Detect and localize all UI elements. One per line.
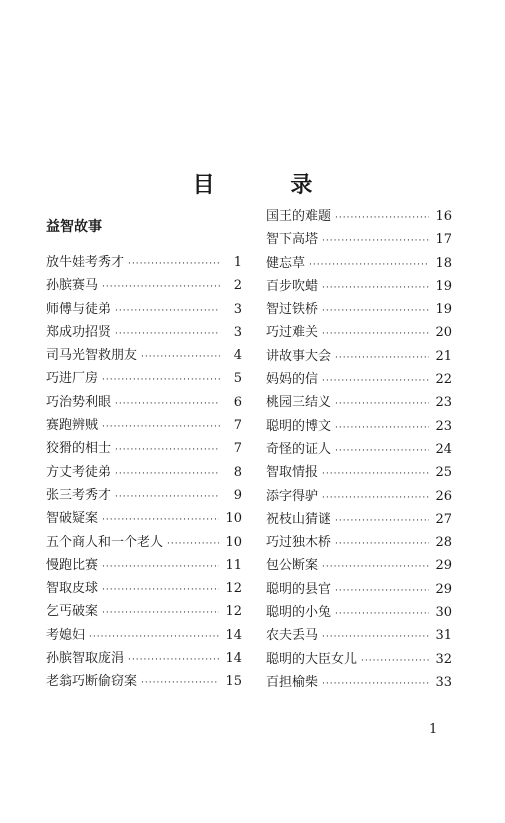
toc-entry-title: 智下高塔 — [266, 232, 319, 248]
toc-entry-page: 14 — [225, 651, 242, 667]
toc-entry-title: 祝枝山猜谜 — [266, 511, 332, 527]
dot-leader — [322, 300, 429, 323]
dot-leader — [322, 230, 429, 253]
toc-entry-page: 29 — [435, 558, 452, 574]
toc-entry-page: 25 — [435, 465, 452, 481]
dot-leader — [335, 533, 429, 556]
toc-entry-title: 讲故事大会 — [266, 348, 332, 364]
toc-entry-page: 32 — [435, 651, 452, 667]
toc-entry-page: 7 — [233, 418, 242, 434]
toc-entry-page: 33 — [435, 674, 452, 690]
toc-entry-page: 3 — [233, 324, 242, 340]
toc-entry-page: 27 — [435, 511, 452, 527]
toc-entry-title: 包公断案 — [266, 558, 319, 574]
toc-entry-title: 放牛娃考秀才 — [46, 255, 125, 270]
toc-entry[interactable] — [266, 205, 452, 228]
dot-leader — [115, 393, 220, 416]
dot-leader — [335, 347, 429, 370]
dot-leader — [102, 602, 219, 625]
toc-entry-page: 10 — [225, 511, 242, 527]
toc-entry-title: 聪明的博文 — [266, 418, 332, 434]
toc-entry[interactable] — [46, 298, 242, 321]
toc-entry-title: 司马光智救朋友 — [46, 348, 138, 364]
dot-leader — [102, 509, 219, 532]
toc-entry-page: 17 — [435, 232, 452, 248]
toc-entry-page: 7 — [233, 441, 242, 457]
dot-leader — [115, 439, 220, 462]
toc-entry[interactable] — [266, 275, 452, 298]
dot-leader — [115, 463, 220, 486]
toc-entry-page: 5 — [233, 371, 242, 387]
toc-entry[interactable] — [266, 601, 452, 624]
toc-entry[interactable] — [266, 624, 452, 647]
toc-entry[interactable] — [46, 344, 242, 367]
dot-leader — [335, 207, 429, 230]
dot-leader — [102, 556, 219, 579]
toc-entry[interactable] — [46, 274, 242, 297]
toc-entry-title: 狡猾的相士 — [46, 441, 112, 457]
toc-entry-title: 农夫丢马 — [266, 628, 319, 644]
toc-entry-page: 14 — [225, 627, 242, 643]
toc-entry[interactable] — [46, 624, 242, 647]
toc-entry-title: 师傅与徒弟 — [46, 301, 112, 317]
toc-entry-title: 五个商人和一个老人 — [46, 534, 164, 550]
toc-entry-title: 赛跑辨贼 — [46, 418, 99, 434]
toc-entry-title: 聪明的县官 — [266, 581, 332, 597]
toc-entry-page: 2 — [233, 278, 242, 294]
page-title: 目 录 — [192, 173, 347, 198]
toc-entry-title: 方丈考徒弟 — [46, 464, 112, 480]
dot-leader — [322, 556, 429, 579]
toc-entry-title: 智破疑案 — [46, 511, 99, 527]
toc-entry-page: 18 — [435, 255, 452, 271]
toc-entry[interactable] — [266, 485, 452, 508]
toc-entry[interactable] — [46, 367, 242, 390]
toc-entry-title: 百步吹蜡 — [266, 278, 319, 294]
toc-entry-page: 20 — [435, 325, 452, 341]
dot-leader — [167, 533, 219, 556]
dot-leader — [335, 417, 429, 440]
toc-entry-page: 15 — [225, 674, 242, 690]
toc-entry-title: 老翁巧断偷窃案 — [46, 674, 138, 690]
toc-entry[interactable] — [46, 391, 242, 414]
toc-entry-page: 8 — [233, 464, 242, 480]
toc-entry-page: 10 — [225, 534, 242, 550]
toc-entry-page: 11 — [225, 557, 242, 573]
toc-entry-title: 乞丐破案 — [46, 604, 99, 620]
dot-leader — [141, 672, 219, 695]
toc-entry-title: 慢跑比赛 — [46, 557, 99, 573]
toc-entry-title: 郑成功招贤 — [46, 324, 112, 340]
toc-entry-page: 23 — [435, 395, 452, 411]
dot-leader — [335, 440, 429, 463]
toc-entry[interactable] — [266, 461, 452, 484]
dot-leader — [115, 486, 220, 509]
toc-entry-title: 国王的难题 — [266, 209, 332, 224]
toc-entry[interactable] — [46, 251, 242, 274]
dot-leader — [115, 323, 220, 346]
toc-entry-title: 健忘草 — [266, 255, 306, 271]
toc-entry-title: 添字得驴 — [266, 488, 319, 504]
toc-entry[interactable] — [266, 228, 452, 251]
toc-entry-page: 19 — [435, 302, 452, 318]
dot-leader — [322, 323, 429, 346]
toc-entry[interactable] — [46, 507, 242, 530]
toc-entry-page: 30 — [435, 605, 452, 621]
toc-entry[interactable] — [46, 414, 242, 437]
toc-entry-title: 考媳妇 — [46, 627, 86, 643]
toc-entry[interactable] — [266, 578, 452, 601]
toc-entry[interactable] — [46, 484, 242, 507]
toc-entry[interactable] — [266, 298, 452, 321]
dot-leader — [322, 487, 429, 510]
toc-entry[interactable] — [266, 671, 452, 694]
dot-leader — [102, 416, 220, 439]
toc-entry-page: 12 — [225, 604, 242, 620]
toc-entry[interactable] — [266, 252, 452, 275]
dot-leader — [335, 510, 429, 533]
dot-leader — [361, 650, 429, 673]
dot-leader — [322, 370, 429, 393]
toc-entry[interactable] — [46, 531, 242, 554]
dot-leader — [335, 580, 429, 603]
toc-entry[interactable] — [266, 321, 452, 344]
toc-entry-page: 21 — [435, 348, 452, 364]
dot-leader — [335, 393, 429, 416]
toc-entry[interactable] — [266, 415, 452, 438]
toc-entry-page: 16 — [435, 209, 452, 224]
toc-entry-title: 聪明的大臣女儿 — [266, 651, 358, 667]
toc-entry-title: 巧治势利眼 — [46, 394, 112, 410]
toc-entry[interactable] — [266, 648, 452, 671]
toc-entry[interactable] — [46, 554, 242, 577]
toc-entry-page: 24 — [435, 441, 452, 457]
toc-entry[interactable] — [266, 368, 452, 391]
toc-entry-title: 巧进厂房 — [46, 371, 99, 387]
dot-leader — [102, 579, 219, 602]
toc-entry[interactable] — [266, 391, 452, 414]
dot-leader — [141, 346, 220, 369]
toc-entry-page: 22 — [435, 372, 452, 388]
toc-entry[interactable] — [266, 508, 452, 531]
dot-leader — [102, 369, 220, 392]
toc-entry-page: 4 — [233, 348, 242, 364]
toc-entry-title: 巧过难关 — [266, 325, 319, 341]
toc-entry[interactable] — [46, 321, 242, 344]
dot-leader — [322, 463, 429, 486]
toc-entry-title: 桃园三结义 — [266, 395, 332, 411]
page-number: 1 — [429, 722, 438, 737]
toc-entry-page: 29 — [435, 581, 452, 597]
toc-entry-title: 智过铁桥 — [266, 302, 319, 318]
toc-entry-page: 3 — [233, 301, 242, 317]
dot-leader — [128, 649, 219, 672]
dot-leader — [115, 300, 220, 323]
toc-entry[interactable] — [46, 461, 242, 484]
toc-entry-title: 巧过独木桥 — [266, 535, 332, 551]
toc-entry[interactable] — [46, 437, 242, 460]
toc-entry-title: 孙膑赛马 — [46, 278, 99, 294]
dot-leader — [322, 673, 429, 696]
dot-leader — [89, 626, 219, 649]
toc-entry-title: 孙膑智取庞涓 — [46, 651, 125, 667]
toc-left-column — [46, 251, 242, 694]
toc-entry[interactable] — [266, 345, 452, 368]
toc-entry[interactable] — [46, 647, 242, 670]
toc-entry-title: 智取皮球 — [46, 581, 99, 597]
dot-leader — [128, 253, 220, 276]
section-heading: 益智故事 — [46, 219, 102, 235]
toc-entry-page: 26 — [435, 488, 452, 504]
toc-entry-title: 张三考秀才 — [46, 487, 112, 503]
dot-leader — [309, 254, 429, 277]
toc-right-column — [266, 205, 452, 694]
toc-entry-page: 6 — [233, 394, 242, 410]
toc-entry[interactable] — [46, 670, 242, 693]
dot-leader — [322, 626, 429, 649]
toc-entry-page: 1 — [233, 255, 242, 270]
dot-leader — [102, 276, 220, 299]
toc-entry-title: 智取情报 — [266, 465, 319, 481]
dot-leader — [335, 603, 429, 626]
toc-entry-title: 聪明的小兔 — [266, 605, 332, 621]
toc-entry-title: 妈妈的信 — [266, 372, 319, 388]
toc-entry[interactable] — [266, 554, 452, 577]
toc-entry[interactable] — [46, 577, 242, 600]
toc-entry-page: 9 — [233, 487, 242, 503]
toc-entry-page: 23 — [435, 418, 452, 434]
toc-entry-page: 19 — [435, 278, 452, 294]
toc-entry[interactable] — [266, 531, 452, 554]
dot-leader — [322, 277, 429, 300]
toc-entry-title: 百担榆柴 — [266, 674, 319, 690]
toc-entry-page: 28 — [435, 535, 452, 551]
toc-entry[interactable] — [46, 600, 242, 623]
toc-entry-page: 31 — [435, 628, 452, 644]
toc-entry[interactable] — [266, 438, 452, 461]
toc-entry-title: 奇怪的证人 — [266, 441, 332, 457]
toc-entry-page: 12 — [225, 581, 242, 597]
